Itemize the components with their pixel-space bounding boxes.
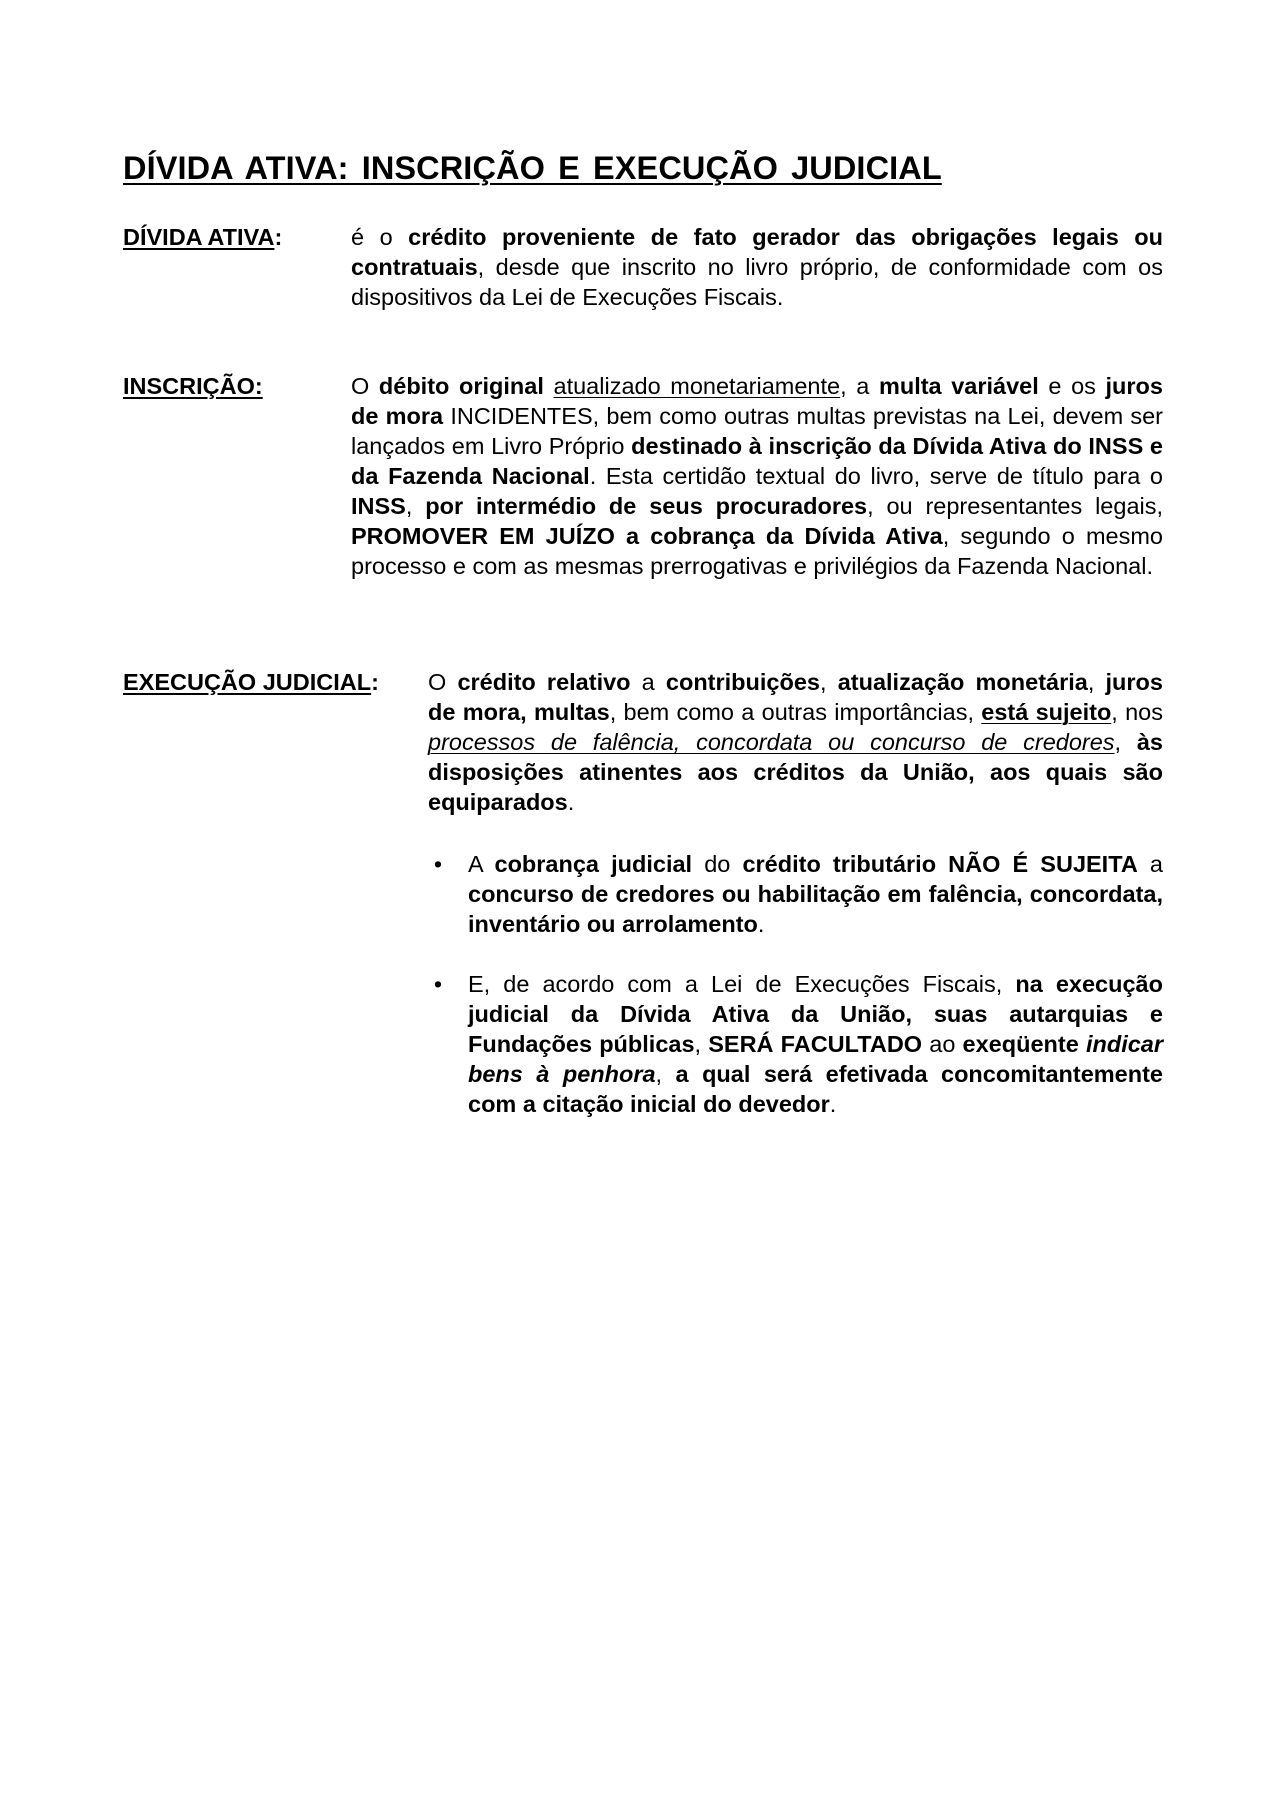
text-run-bold: crédito proveniente de fato gerador das obrigações legais ou contratuais xyxy=(351,224,1164,280)
text-run: E, de acordo com a Lei de Execuções Fiscais, xyxy=(468,971,1016,997)
text-run-bold: atualização monetária xyxy=(837,669,1088,695)
text-run-bold: juros de mora xyxy=(351,373,1163,429)
divida-ativa-label-text: DÍVIDA ATIVA xyxy=(123,224,275,250)
inscricao-label xyxy=(123,373,263,400)
divida-ativa-label xyxy=(123,224,282,251)
text-run-bold: cobrança judicial xyxy=(494,851,693,877)
text-run xyxy=(1079,1031,1086,1057)
text-run-bold-underlined: está sujeito xyxy=(981,699,1112,725)
text-run: , xyxy=(1114,729,1137,755)
bullet-icon: • xyxy=(433,971,443,997)
text-run: , nos xyxy=(1111,699,1163,725)
text-run: , xyxy=(694,1031,709,1057)
text-run: , xyxy=(820,669,838,695)
text-run: e os xyxy=(1038,373,1106,399)
execucao-label xyxy=(123,669,379,696)
text-run: a xyxy=(630,669,666,695)
text-run-bold: multa variável xyxy=(878,373,1039,399)
text-run: , a xyxy=(840,373,879,399)
text-run: , xyxy=(655,1061,676,1087)
text-run: A xyxy=(468,851,495,877)
text-run-bold: SERÁ FACULTADO xyxy=(708,1031,923,1057)
text-run-bold-italic: indicar bens à penhora xyxy=(468,1031,1164,1087)
text-run-bold: débito original xyxy=(378,373,544,399)
text-run: INCIDENTES, bem como outras multas previstas na Lei, devem ser lançados em Livro Próprio xyxy=(351,403,1164,459)
execucao-paragraph xyxy=(428,667,1163,817)
text-run-bold: às disposições atinentes aos créditos da União, aos quais são equiparados xyxy=(428,729,1163,815)
text-run: , desde que inscrito no livro próprio, de conformidade com os dispositivos da Lei de Execuções Fiscais. xyxy=(351,254,1163,310)
text-run: a xyxy=(1137,851,1163,877)
inscricao-label-text: INSCRIÇÃO: xyxy=(123,373,263,399)
text-run-underlined: atualizado monetariamente xyxy=(553,373,841,399)
text-run-bold: concurso de credores ou habilitação em falência, concordata, inventário ou arrolamento xyxy=(468,881,1163,937)
execucao-label-text: EXECUÇÃO JUDICIAL xyxy=(123,669,372,695)
text-run-bold: contribuições xyxy=(665,669,820,695)
text-run: , ou representantes legais, xyxy=(867,493,1164,519)
text-run: . xyxy=(829,1091,837,1117)
text-run-bold: PROMOVER EM JUÍZO a cobrança da Dívida Ativa xyxy=(351,523,943,549)
text-run-bold: por intermédio de seus procuradores xyxy=(425,493,868,519)
divida-ativa-definition xyxy=(351,222,1163,312)
text-run: , xyxy=(1087,669,1106,695)
inscricao-paragraph xyxy=(351,371,1163,581)
divida-ativa-label-colon: : xyxy=(274,224,283,250)
text-run: do xyxy=(692,851,743,877)
text-run: , xyxy=(405,493,426,519)
text-run-bold: destinado à inscrição da Dívida Ativa do INSS e da Fazenda Nacional xyxy=(351,433,1163,489)
list-item xyxy=(428,849,1163,939)
text-run: . Esta certidão textual do livro, serve de título para o xyxy=(589,463,1163,489)
text-run-bold: juros de mora, multas xyxy=(428,669,1163,725)
text-run-bold: INSS xyxy=(351,493,406,519)
text-run: O xyxy=(351,373,379,399)
text-run: , bem como a outras importâncias, xyxy=(609,699,982,725)
text-run: ao xyxy=(922,1031,963,1057)
text-run-bold: na execução judicial da Dívida Ativa da União, suas autarquias e Fundações públicas xyxy=(468,971,1163,1057)
text-run xyxy=(544,373,554,399)
bullet-icon: • xyxy=(433,851,443,877)
text-run: . xyxy=(757,911,765,937)
text-run-bold: a qual será efetivada concomitantemente com a citação inicial do devedor xyxy=(468,1061,1163,1117)
text-run: , segundo o mesmo processo e com as mesmas prerrogativas e privilégios da Fazenda Nacional. xyxy=(351,523,1163,579)
execucao-label-colon: : xyxy=(371,669,379,695)
execucao-bullet-list xyxy=(428,849,1163,1149)
text-run: O xyxy=(428,669,458,695)
list-item xyxy=(428,969,1163,1119)
text-run: . xyxy=(567,789,575,815)
page-title: DÍVIDA ATIVA: INSCRIÇÃO E EXECUÇÃO JUDICIAL xyxy=(123,150,942,186)
text-run-bold: exeqüente xyxy=(962,1031,1079,1057)
text-run-bold: crédito relativo xyxy=(457,669,631,695)
text-run-bold: crédito tributário NÃO É SUJEITA xyxy=(742,851,1138,877)
text-run: é o xyxy=(351,224,409,250)
text-run-italic-underlined: processos de falência, concordata ou concurso de credores xyxy=(428,729,1115,755)
